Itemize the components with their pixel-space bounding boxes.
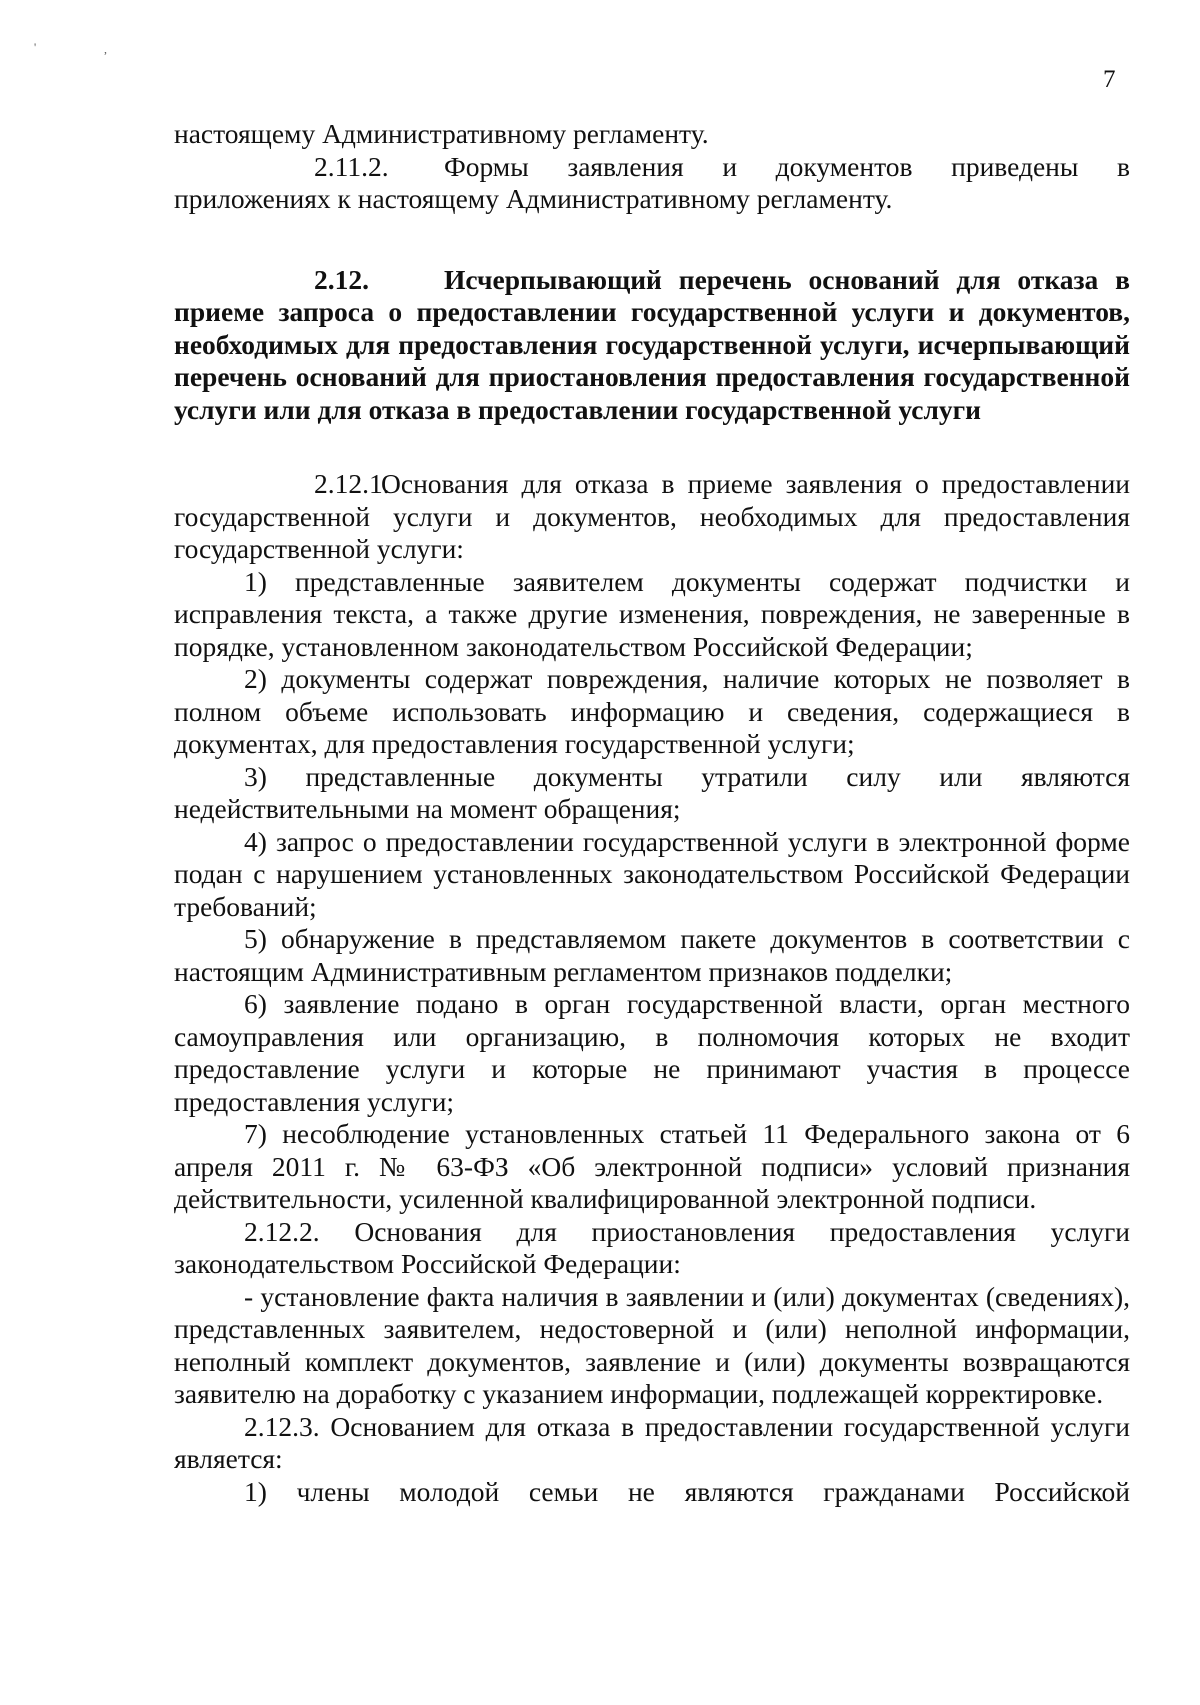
paragraph-text: Формы заявления и документов приведены в приложениях к настоящему Административному регламенту. xyxy=(174,150,1130,214)
paragraph-text: Основания для отказа в приеме заявления о предоставлении государственной услуги и документов, необходимых для предоставления государственной услуги: xyxy=(174,468,1130,564)
list-item: - установление факта наличия в заявлении и (или) документах (сведениях), представленных заявителем, недостоверной и (или) неполной информации, неполный комплект документов, заявление и (или) документы возвращаются заявителю на доработку с указанием информации, подлежащей корректировке. xyxy=(174,1280,1130,1409)
list-item: 3) представленные документы утратили силу или являются недействительными на момент обращения; xyxy=(174,760,1130,824)
document-body xyxy=(174,118,1130,1508)
paragraph-2-12-3: 2.12.3. Основанием для отказа в предоставлении государственной услуги является: xyxy=(174,1410,1130,1474)
list-item: 4) запрос о предоставлении государственной услуги в электронной форме подан с нарушением установленных законодательством Российской Федерации требований; xyxy=(174,825,1130,922)
section-number: 2.11.2. xyxy=(314,150,389,182)
list-item: 2) документы содержат повреждения, наличие которых не позволяет в полном объеме использовать информацию и сведения, содержащиеся в документах, для предоставления государственной услуги; xyxy=(174,663,1130,759)
heading-number: 2.12. xyxy=(314,263,369,295)
paragraph-2-11-2 xyxy=(174,151,1130,216)
spacer xyxy=(174,216,1130,244)
list-item: 7) несоблюдение установленных статьей 11 Федерального закона от 6 апреля 2011 г. № 63-ФЗ «Об электронной подписи» условий признания действительности, усиленной квалифицированной электронной подписи. xyxy=(174,1118,1130,1214)
scan-artifact: , xyxy=(104,42,107,56)
scan-artifact: ' xyxy=(34,40,37,54)
paragraph: настоящему Административному регламенту. xyxy=(174,118,709,149)
list-item: 6) заявление подано в орган государственной власти, орган местного самоуправления или организацию, в полномочия которых не входит предоставление услуги и которые не принимают участия в процессе предоставления услуги; xyxy=(174,988,1130,1117)
paragraph-2-12-2: 2.12.2. Основания для приостановления предоставления услуги законодательством Российской Федерации: xyxy=(174,1215,1130,1279)
list-item: 5) обнаружение в представляемом пакете документов в соответствии с настоящим Административным регламентом признаков подделки; xyxy=(174,923,1130,987)
list-item: 1) представленные заявителем документы содержат подчистки и исправления текста, а также другие изменения, повреждения, не заверенные в порядке, установленном законодательством Российской Федерации; xyxy=(174,565,1130,662)
list-item: 1) члены молодой семьи не являются гражданами Российской xyxy=(244,1475,1130,1507)
spacer xyxy=(174,426,1130,468)
page-number: 7 xyxy=(1103,66,1116,93)
heading-text: Исчерпывающий перечень оснований для отказа в приеме запроса о предоставлении государственной услуги и документов, необходимых для предоставления государственной услуги, исчерпывающий перечень оснований для приостановления предоставления государственной услуги или для отказа в предоставлении государственной услуги xyxy=(174,263,1130,425)
section-number: 2.12.1. xyxy=(314,468,390,499)
paragraph-2-12-1 xyxy=(174,468,1130,566)
section-heading xyxy=(174,264,1130,427)
